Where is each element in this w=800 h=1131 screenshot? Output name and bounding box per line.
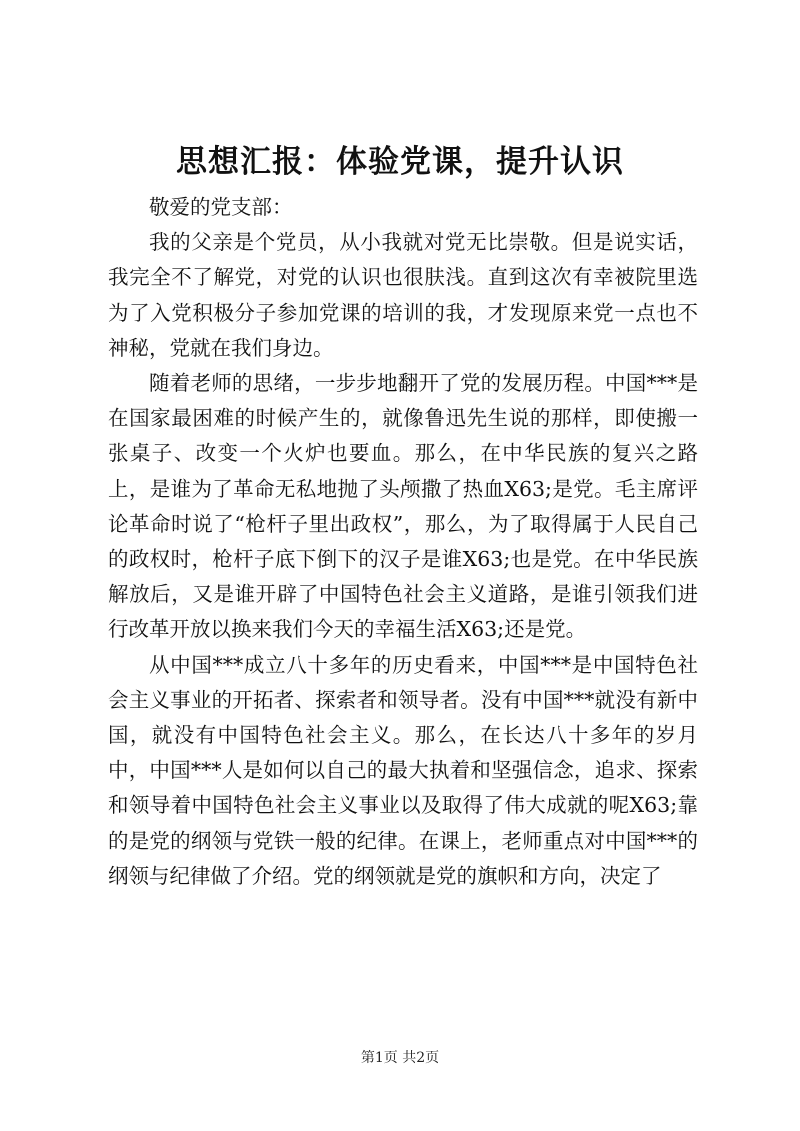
page-footer: 第1页 共2页 bbox=[360, 1050, 440, 1066]
salutation: 敬爱的党支部： bbox=[149, 195, 293, 219]
paragraph-1: 我的父亲是个党员，从小我就对党无比崇敬。但是说实话，我完全不了解党，对党的认识也很肤浅。直到这次有幸被院里选为了入党积极分子参加党课的培训的我，才发现原来党一点也不神秘，党就在我们身边。 bbox=[108, 230, 698, 360]
document-title: 思想汇报：体验党课，提升认识 bbox=[176, 144, 624, 180]
paragraph-3: 从中国***成立八十多年的历史看来，中国***是中国特色社会主义事业的开拓者、探索者和领导者。没有中国***就没有新中国，就没有中国特色社会主义。那么，在长达八十多年的岁月中，中国***人是如何以自己的最大执着和坚强信念，追求、探索和领导着中国特色社会主义事业以及取得了伟大成就的呢X63;靠的是党的纲领与党铁一般的纪律。在课上，老师重点对中国***的纲领与纪律做了介绍。党的纲领就是党的旗帜和方向，决定了 bbox=[108, 652, 698, 888]
paragraph-2: 随着老师的思绪，一步步地翻开了党的发展历程。中国***是在国家最困难的时候产生的，就像鲁迅先生说的那样，即使搬一张桌子、改变一个火炉也要血。那么，在中华民族的复兴之路上，是谁为了革命无私地抛了头颅撒了热血X63;是党。毛主席评论革命时说了“枪杆子里出政权”，那么，为了取得属于人民自己的政权时，枪杆子底下倒下的汉子是谁X63;也是党。在中华民族解放后，又是谁开辟了中国特色社会主义道路，是谁引领我们进行改革开放以换来我们今天的幸福生活X63;还是党。 bbox=[108, 371, 698, 642]
document-body bbox=[108, 190, 698, 894]
